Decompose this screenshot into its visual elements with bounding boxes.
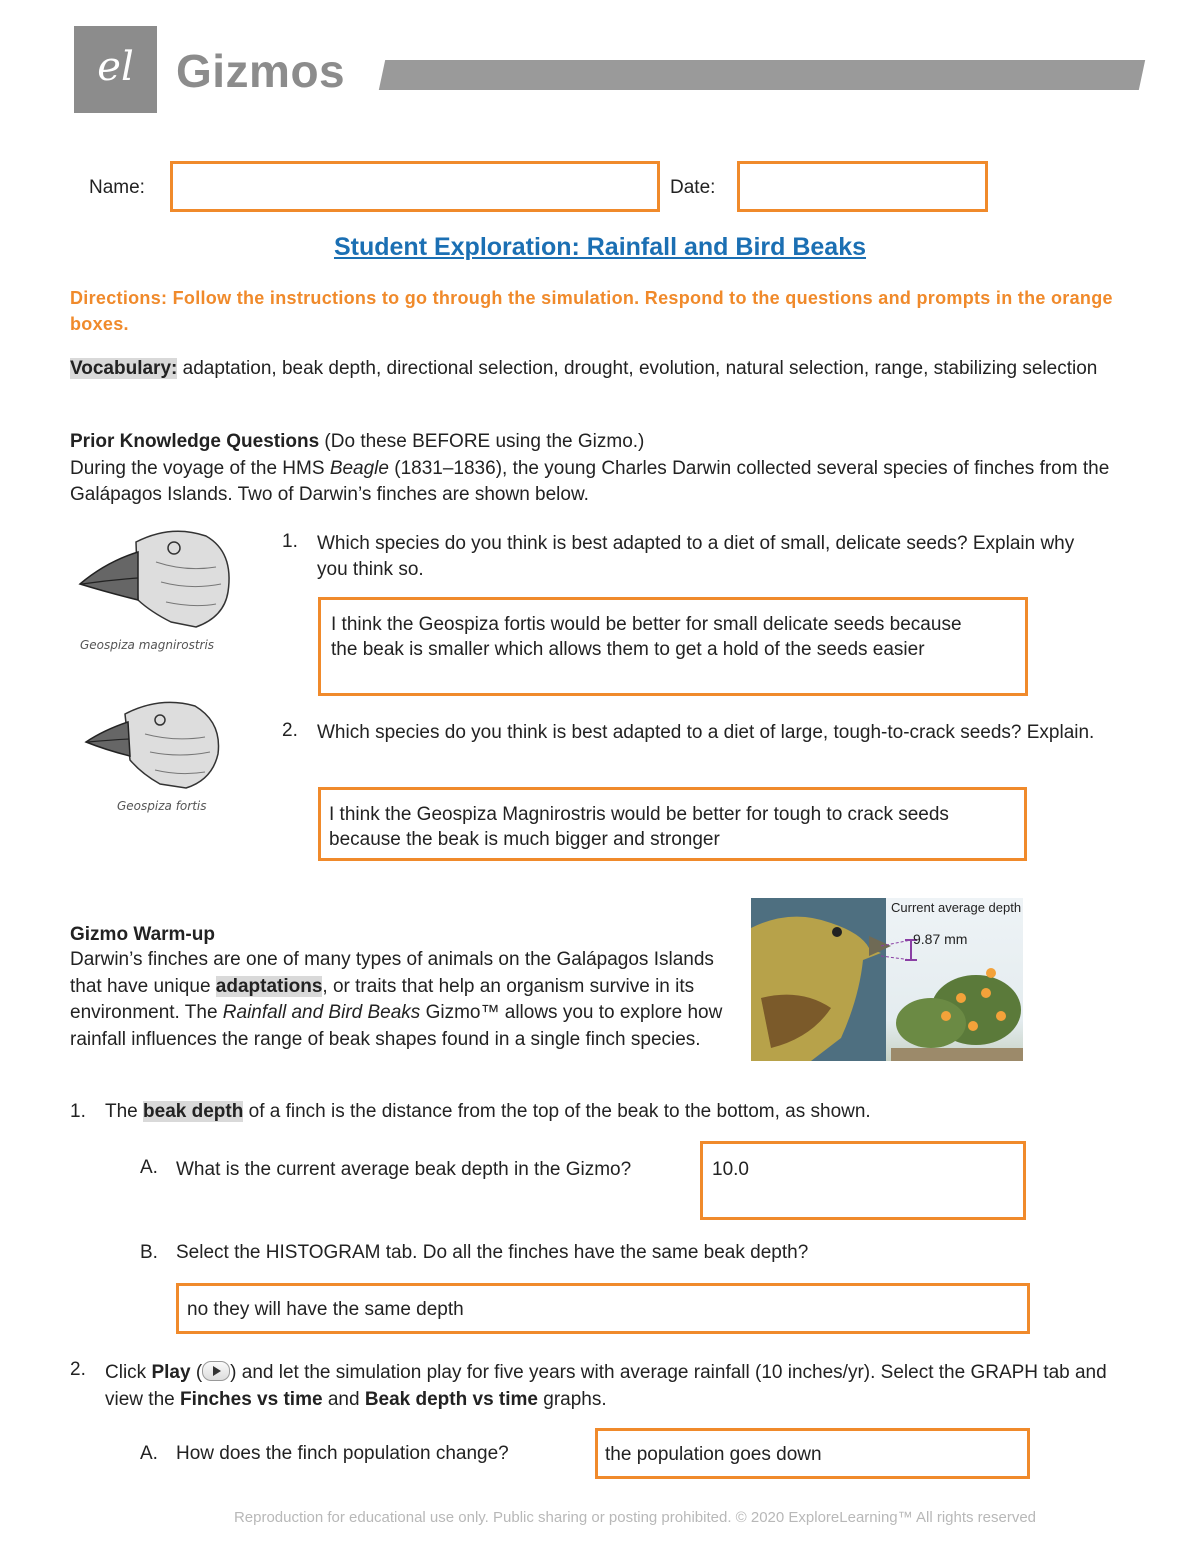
name-field[interactable] — [170, 161, 660, 212]
gizmo-screenshot-image — [751, 898, 1023, 1061]
question-2: Which species do you think is best adapted to a diet of large, tough-to-crack seeds? Explain. — [317, 722, 1095, 743]
question-beak-b: Select the HISTOGRAM tab. Do all the finches have the same beak depth? — [176, 1242, 809, 1263]
answer-1: I think the Geospiza fortis would be better for small delicate seeds because the beak is smaller which allows them to get a hold of the seeds easier — [331, 614, 962, 660]
logo-icon: el — [74, 26, 157, 113]
date-label: Date: — [670, 177, 716, 198]
answer-play-a: the population goes down — [605, 1444, 822, 1465]
answer-beak-a-box[interactable] — [700, 1141, 1026, 1220]
answer-1-box[interactable] — [318, 597, 1028, 696]
question-1-number: 1. — [282, 531, 298, 552]
answer-2-box[interactable] — [318, 787, 1027, 861]
caption-magnirostris: Geospiza magnirostris — [80, 638, 215, 652]
page-title: Student Exploration: Rainfall and Bird Beaks — [333, 233, 867, 261]
header-bar — [379, 60, 1145, 90]
footer: Reproduction for educational use only. Public sharing or posting prohibited. © 2020 ExploreLearning™ All rights reserved — [233, 1509, 1037, 1526]
question-play-text: Click Play ( ) and let the simulation play for five years with average rainfall (10 inches/yr). Select the GRAPH tab and view the Finches vs time and Beak depth vs time graphs. — [105, 1362, 1107, 1410]
image-value: 9.87 mm — [913, 931, 968, 947]
name-label: Name: — [89, 177, 145, 198]
finch-magnirostris-image — [76, 522, 236, 632]
answer-play-a-box[interactable] — [595, 1428, 1030, 1479]
prior-knowledge-intro: During the voyage of the HMS Beagle (1831–1836), the young Charles Darwin collected several species of finches from the Galápagos Islands. Two of Darwin’s finches are shown below. — [70, 458, 1110, 505]
answer-beak-a: 10.0 — [712, 1159, 749, 1180]
question-2-number: 2. — [282, 720, 298, 741]
question-play-number: 2. — [70, 1359, 86, 1380]
question-beak-a-letter: A. — [140, 1157, 158, 1178]
vocabulary: Vocabulary: adaptation, beak depth, directional selection, drought, evolution, natural selection, range, stabilizing selection — [70, 358, 1098, 379]
question-beak-text: The beak depth of a finch is the distance from the top of the beak to the bottom, as shown. — [105, 1101, 871, 1122]
brand-name: Gizmos — [176, 45, 346, 97]
caption-fortis: Geospiza fortis — [117, 799, 207, 813]
finch-illustration — [751, 898, 1023, 1061]
finch-fortis-image — [80, 692, 230, 792]
directions: Directions: Follow the instructions to go through the simulation. Respond to the questions and prompts in the orange boxes. — [70, 288, 1113, 334]
question-beak-b-letter: B. — [140, 1242, 158, 1263]
prior-knowledge-heading: Prior Knowledge Questions (Do these BEFORE using the Gizmo.) — [70, 431, 645, 452]
date-field[interactable] — [737, 161, 988, 212]
question-beak-a: What is the current average beak depth in the Gizmo? — [176, 1159, 632, 1180]
play-icon — [202, 1361, 230, 1381]
answer-beak-b-box[interactable] — [176, 1283, 1030, 1334]
question-1: Which species do you think is best adapted to a diet of small, delicate seeds? Explain why you think so. — [317, 533, 1075, 580]
answer-beak-b: no they will have the same depth — [187, 1299, 464, 1320]
warmup-text: Darwin’s finches are one of many types of animals on the Galápagos Islands that have unique adaptations, or traits that help an organism survive in its environment. The Rainfall and Bird Beaks Gizmo™ allows you to explore how rainfall influences the range of beak shapes found in a single finch species. — [70, 949, 723, 1050]
answer-2: I think the Geospiza Magnirostris would be better for tough to crack seeds because the beak is much bigger and stronger — [329, 804, 949, 850]
vocab-label: Vocabulary: — [70, 358, 178, 379]
question-play-a-letter: A. — [140, 1443, 158, 1464]
question-play-a: How does the finch population change? — [176, 1443, 509, 1464]
image-label: Current average depth — [891, 900, 1022, 915]
warmup-heading: Gizmo Warm-up — [70, 924, 215, 945]
question-beak-number: 1. — [70, 1101, 86, 1122]
